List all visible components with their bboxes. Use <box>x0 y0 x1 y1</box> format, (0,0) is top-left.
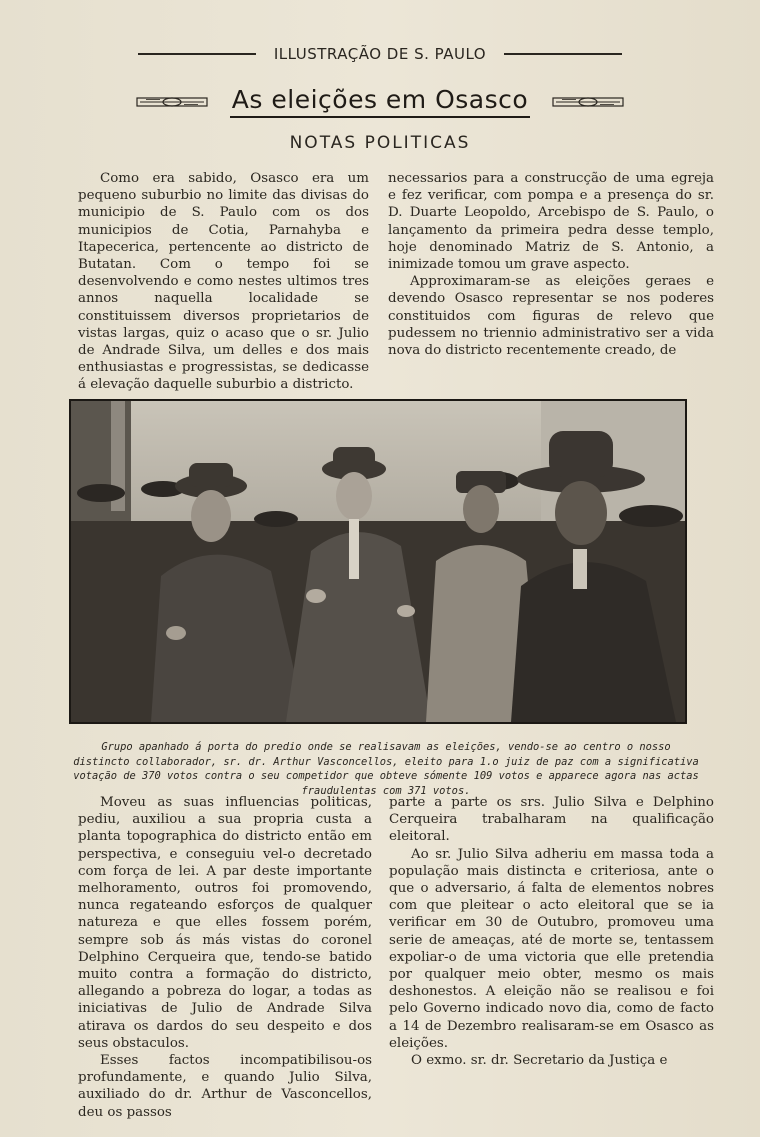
top-left-column <box>78 170 369 394</box>
paragraph: O exmo. sr. dr. Secretario da Justiça e <box>411 1053 668 1069</box>
masthead <box>0 42 760 66</box>
crowd-photo-icon <box>71 401 685 722</box>
section-subtitle: NOTAS POLITICAS <box>289 133 471 153</box>
paragraph: necessarios para a construcção de uma egreja e fez verificar, com pompa e a presença do sr. D. Duarte Leopoldo, Arcebispo de S. Paulo, o lançamento da primeira pedra desse templo, hoje denominado Matriz de S. Antonio, a inimizade tomou um grave aspecto. <box>388 171 714 273</box>
bottom-left-column <box>78 794 372 1121</box>
headline-title: As eleições em Osasco <box>230 86 530 118</box>
paragraph: Ao sr. Julio Silva adheriu em massa toda a população mais distincta e criteriosa, ante o que o adversario, á falta de elementos nobres com que pleitear o acto eleitoral que se ia verificar em 30 de Outubro, promoveu uma serie de ameaças, até de morte se, tentassem expoliar-o de uma victoria que elle pretendia por qualquer meio obter, mesmo os mais deshonestos. A eleição não se realisou e foi pelo Governo indicado novo dia, como de facto a 14 de Dezembro realisaram-se em Osasco as eleições. <box>389 846 714 1051</box>
ornament-left-icon <box>136 95 208 109</box>
photo-caption: Grupo apanhado á porta do predio onde se realisavam as eleições, vendo-se ao centro o nosso distincto collaborador, sr. dr. Arthur Vasconcellos, eleito para 1.o juiz de paz com a significativa votação de 370 votos contra o seu competidor que obteve sómente 109 votos e apparece agora nas actas fraudulentas com 371 votos. <box>73 741 699 797</box>
masthead-rule-right <box>504 53 622 55</box>
masthead-rule-left <box>138 53 256 55</box>
top-right-column <box>388 170 714 359</box>
paragraph: Approximaram-se as eleições geraes e devendo Osasco representar se nos poderes constituidos com figuras de relevo que pudessem no triennio administrativo ser a vida nova do districto recentemente creado, de <box>388 274 714 359</box>
paragraph: Como era sabido, Osasco era um pequeno suburbio no limite das divisas do municipio de S. Paulo com os dos municipios de Cotia, Parnahyba e Itapecerica, pertencente ao districto de Butatan. Com o tempo foi se desenvolvendo e como nestes ultimos tres annos naquella localidade se constituissem diversos proprietarios de vistas largas, quiz o acaso que o sr. Julio de Andrade Silva, um delles e dos mais enthusiastas e progressistas, se dedicasse á elevação daquelle suburbio a districto. <box>78 171 369 393</box>
bottom-right-column <box>389 794 714 1069</box>
headline <box>0 84 760 120</box>
paragraph: Esses factos incompatibilisou-os profundamente, e quando Julio Silva, auxiliado do dr. Arthur de Vasconcellos, deu os passos <box>78 1053 372 1120</box>
masthead-title: ILLUSTRAÇÃO DE S. PAULO <box>273 45 487 63</box>
crowd-photo <box>69 399 687 724</box>
paragraph: Moveu as suas influencias politicas, pediu, auxiliou a sua propria custa a planta topographica do districto então em perspectiva, e conseguiu vel-o decretado com força de lei. A par deste importante melhoramento, outros foi promovendo, nunca regateando esforços de qualquer natureza e que elles fossem porém, sempre sob ás más vistas do coronel Delphino Cerqueira que, tendo-se batido muito contra a formação do districto, allegando a pobreza do logar, a todas as iniciativas de Julio de Andrade Silva atirava os dardos do seu despeito e dos seus obstaculos. <box>78 795 372 1051</box>
ornament-right-icon <box>552 95 624 109</box>
paragraph: parte a parte os srs. Julio Silva e Delphino Cerqueira trabalharam na qualificação eleitoral. <box>389 795 714 845</box>
